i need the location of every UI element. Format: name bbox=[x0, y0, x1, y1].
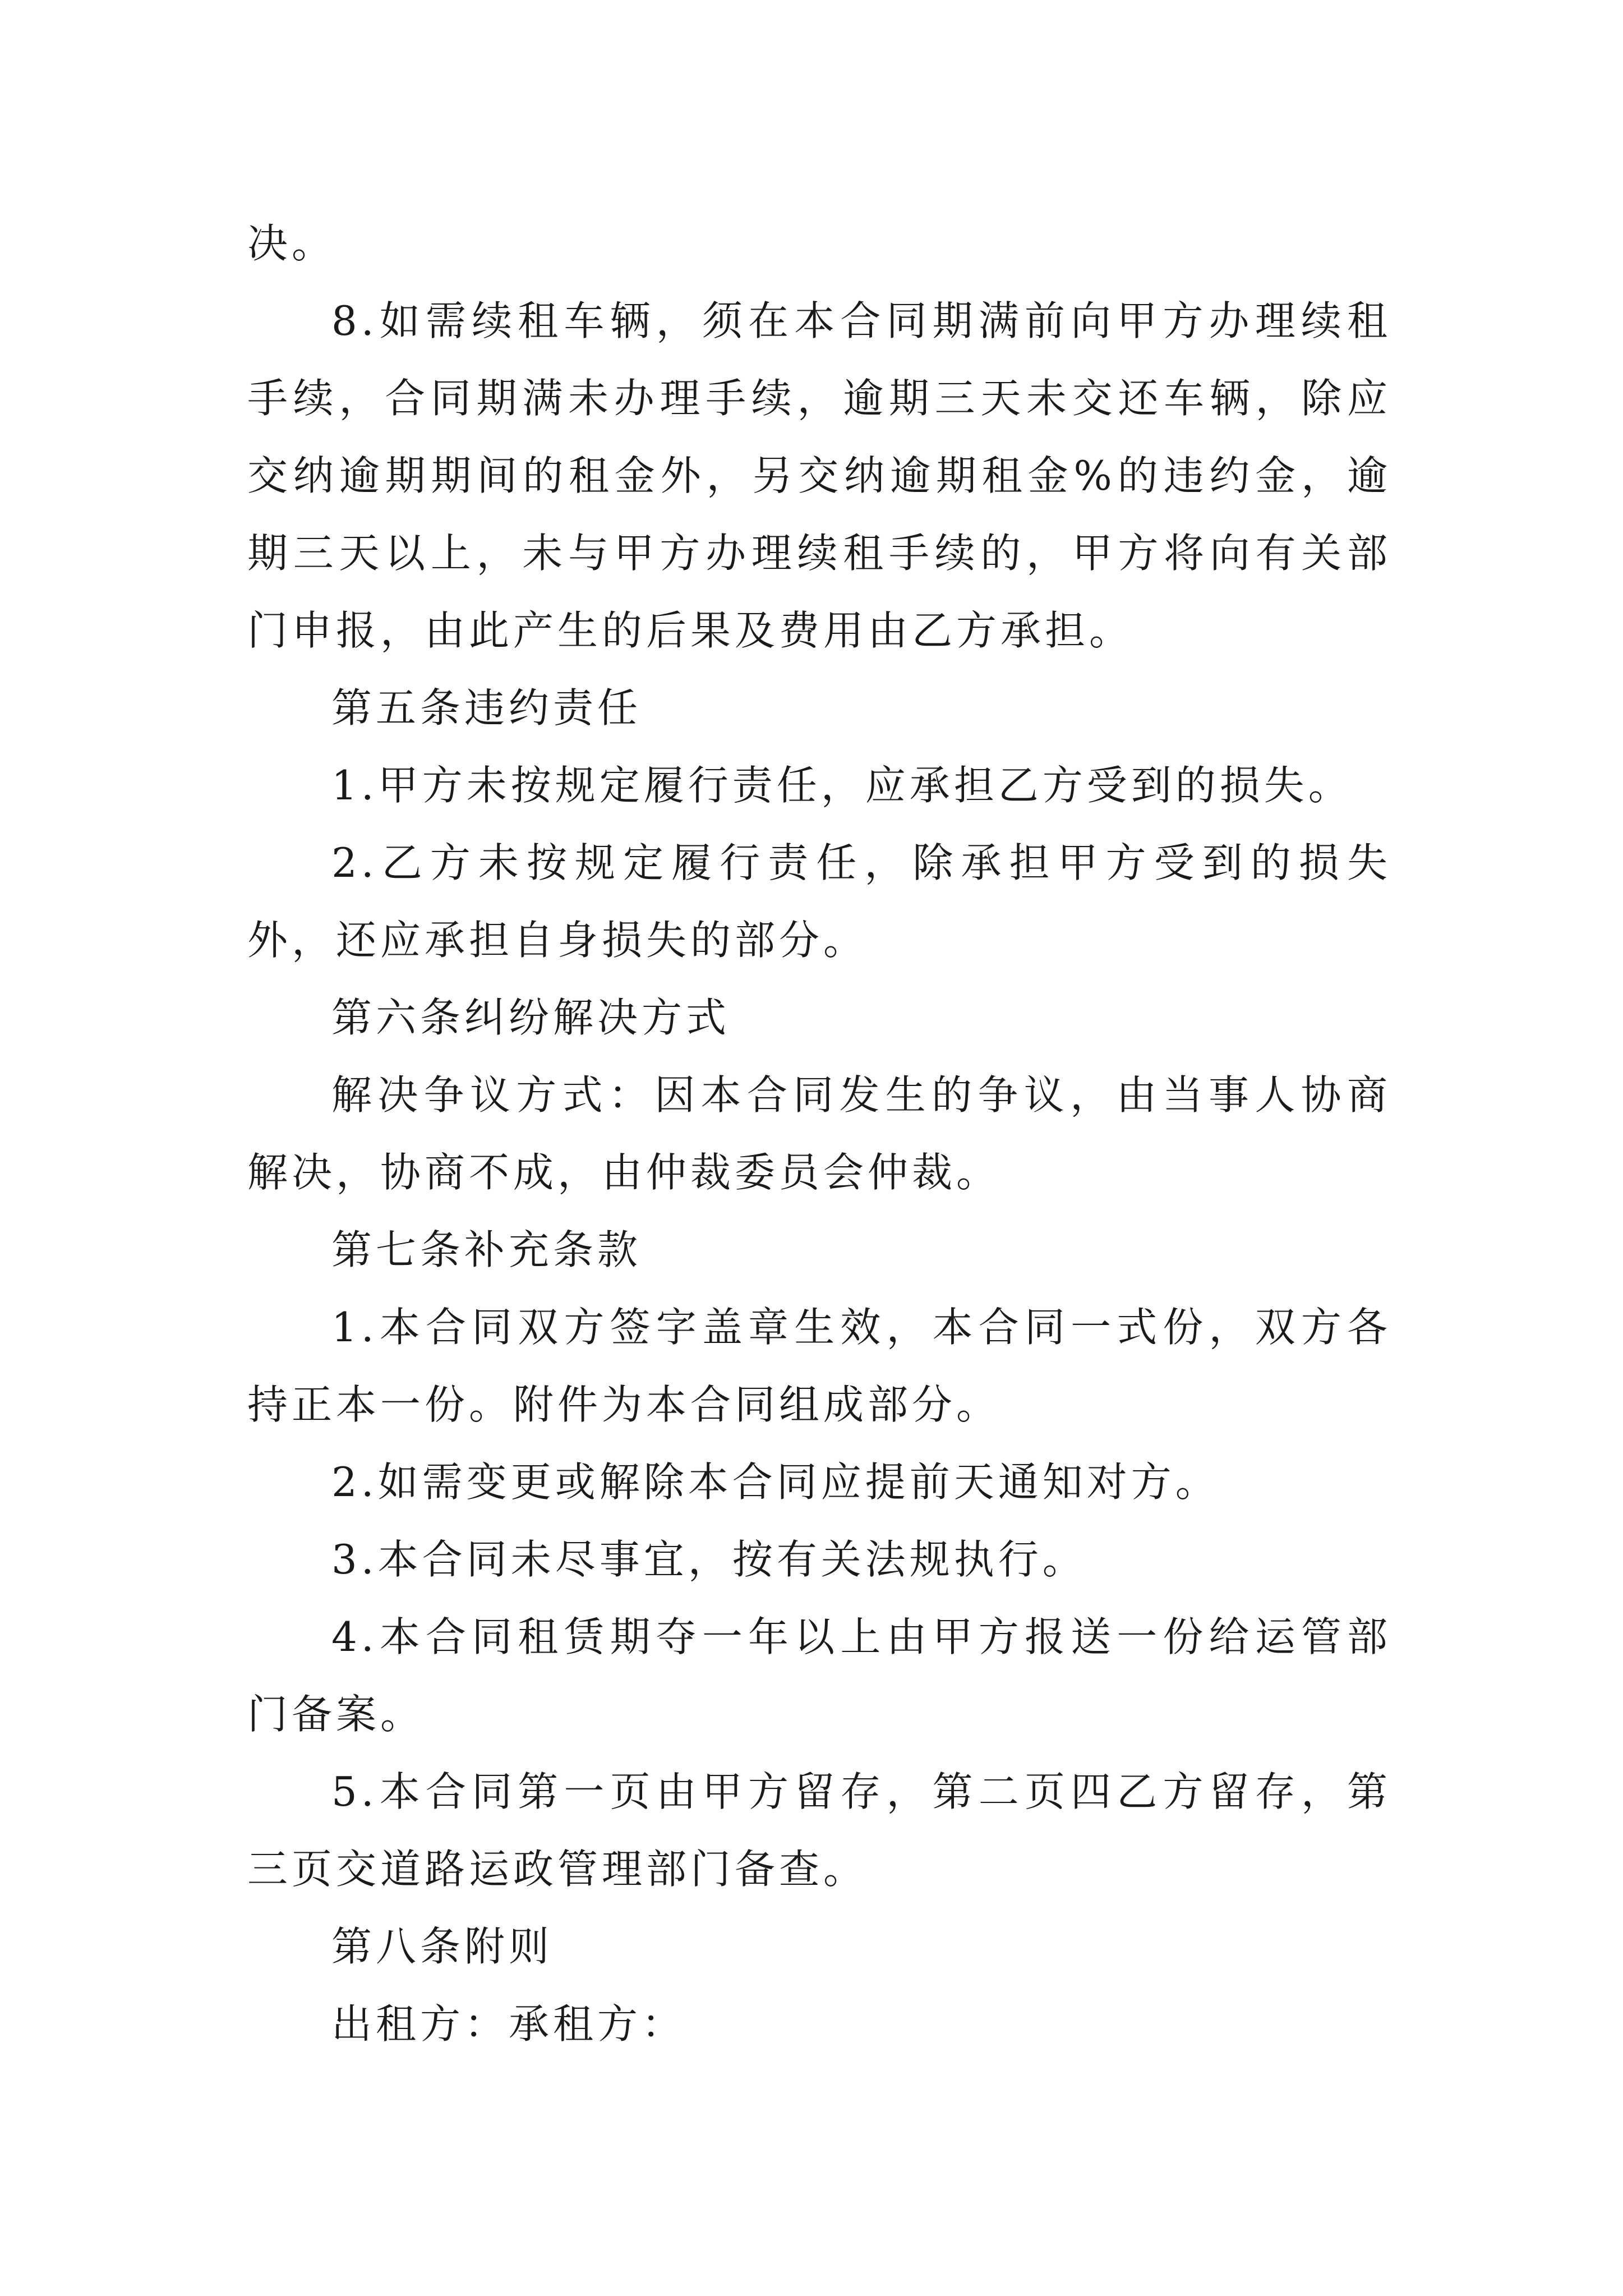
paragraph-supplementary-2: 2.如需变更或解除本合同应提前天通知对方。 bbox=[331, 1458, 1220, 1506]
paragraph-supplementary-1: 1.本合同双方签字盖章生效，本合同一式份，双方各持正本一份。附件为本合同组成部分。 bbox=[247, 1304, 1391, 1428]
paragraph-breach-party-a: 1.甲方未按规定履行责任，应承担乙方受到的损失。 bbox=[331, 762, 1353, 809]
paragraph-supplementary-3: 3.本合同未尽事宜，按有关法规执行。 bbox=[331, 1536, 1087, 1583]
section-heading-breach-liability: 第五条违约责任 bbox=[331, 684, 642, 731]
paragraph-continuation: 决。 bbox=[247, 220, 336, 267]
section-heading-supplementary-terms: 第七条补充条款 bbox=[331, 1226, 642, 1273]
paragraph-dispute-method: 解决争议方式：因本合同发生的争议，由当事人协商解决，协商不成，由仲裁委员会仲裁。 bbox=[247, 1071, 1391, 1196]
paragraph-supplementary-5: 5.本合同第一页由甲方留存，第二页四乙方留存，第三页交道路运政管理部门备查。 bbox=[247, 1768, 1391, 1893]
paragraph-breach-party-b: 2.乙方未按规定履行责任，除承担甲方受到的损失外，还应承担自身损失的部分。 bbox=[247, 839, 1391, 964]
signature-parties-line: 出租方：承租方： bbox=[331, 2000, 686, 2047]
document-body bbox=[247, 205, 1391, 2063]
section-heading-dispute-resolution: 第六条纠纷解决方式 bbox=[331, 994, 731, 1041]
paragraph-supplementary-4: 4.本合同租赁期夺一年以上由甲方报送一份给运管部门备案。 bbox=[247, 1613, 1391, 1738]
section-heading-appendix: 第八条附则 bbox=[331, 1923, 554, 1970]
paragraph-renewal-clause: 8.如需续租车辆，须在本合同期满前向甲方办理续租手续，合同期满未办理手续，逾期三天未交还车辆，除应交纳逾期期间的租金外，另交纳逾期租金%的违约金，逾期三天以上，未与甲方办理续租手续的，甲方将向有关部门申报，由此产生的后果及费用由乙方承担。 bbox=[247, 297, 1391, 654]
